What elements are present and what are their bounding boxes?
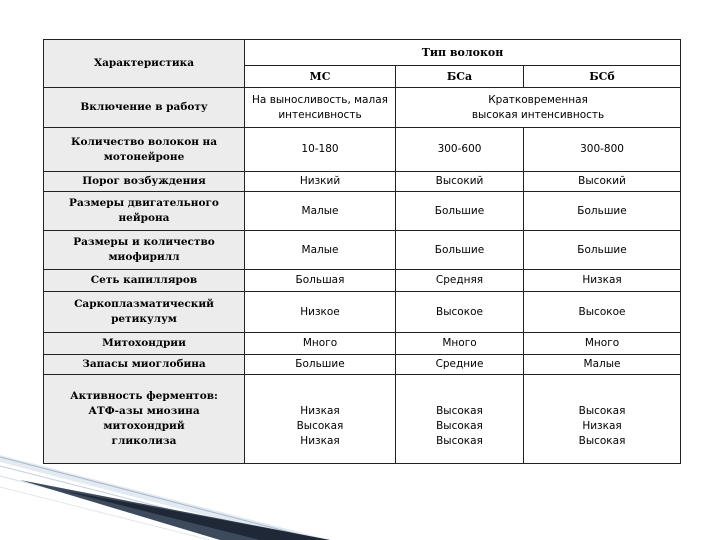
cell-neuron-size-ms: Малые — [245, 192, 396, 231]
table-row — [44, 172, 681, 192]
cell-mitochondria-ms: Много — [245, 333, 396, 355]
cell-capillaries-bsa: Средняя — [396, 270, 524, 292]
row-label-fiber-count: Количество волокон на мотонейроне — [44, 128, 245, 172]
cell-activation-ms: На выносливость, малая интенсивность — [245, 88, 396, 128]
cell-enzymes-bsa: Высокая Высокая Высокая — [396, 375, 524, 464]
cell-sarcoplasmic-bsa: Высокое — [396, 292, 524, 333]
table-row — [44, 231, 681, 270]
row-label-activation: Включение в работу — [44, 88, 245, 128]
cell-myofibrils-ms: Малые — [245, 231, 396, 270]
cell-neuron-size-bsb: Большие — [524, 192, 681, 231]
table-row — [44, 192, 681, 231]
cell-capillaries-bsb: Низкая — [524, 270, 681, 292]
cell-neuron-size-bsa: Большие — [396, 192, 524, 231]
cell-myofibrils-bsb: Большие — [524, 231, 681, 270]
cell-myoglobin-ms: Большие — [245, 355, 396, 375]
row-label-enzymes: Активность ферментов: АТФ-азы миозина митохондрий гликолиза — [44, 375, 245, 464]
fiber-type-header: Тип волокон — [245, 40, 681, 66]
cell-myofibrils-bsa: Большие — [396, 231, 524, 270]
cell-fiber-count-bsb: 300-800 — [524, 128, 681, 172]
cell-enzymes-ms: Низкая Высокая Низкая — [245, 375, 396, 464]
row-label-myofibrils: Размеры и количество миофирилл — [44, 231, 245, 270]
cell-threshold-ms: Низкий — [245, 172, 396, 192]
cell-sarcoplasmic-ms: Низкое — [245, 292, 396, 333]
cell-myoglobin-bsa: Средние — [396, 355, 524, 375]
row-label-sarcoplasmic: Саркоплазматический ретикулум — [44, 292, 245, 333]
table-row — [44, 88, 681, 128]
row-label-myoglobin: Запасы миоглобина — [44, 355, 245, 375]
cell-fiber-count-bsa: 300-600 — [396, 128, 524, 172]
cell-threshold-bsa: Высокий — [396, 172, 524, 192]
column-header-ms: МС — [245, 66, 396, 88]
table-row — [44, 333, 681, 355]
cell-enzymes-bsb: Высокая Низкая Высокая — [524, 375, 681, 464]
cell-sarcoplasmic-bsb: Высокое — [524, 292, 681, 333]
table-row — [44, 375, 681, 464]
row-label-threshold: Порог возбуждения — [44, 172, 245, 192]
table-row — [44, 128, 681, 172]
cell-fiber-count-ms: 10-180 — [245, 128, 396, 172]
characteristic-header: Характеристика — [44, 40, 245, 88]
cell-myoglobin-bsb: Малые — [524, 355, 681, 375]
cell-activation-bs: Кратковременная высокая интенсивность — [396, 88, 681, 128]
table-row — [44, 270, 681, 292]
fiber-types-table — [43, 39, 681, 464]
cell-mitochondria-bsb: Много — [524, 333, 681, 355]
row-label-capillaries: Сеть капилляров — [44, 270, 245, 292]
cell-threshold-bsb: Высокий — [524, 172, 681, 192]
column-header-bsb: БСб — [524, 66, 681, 88]
row-label-mitochondria: Митохондрии — [44, 333, 245, 355]
cell-mitochondria-bsa: Много — [396, 333, 524, 355]
table-row — [44, 292, 681, 333]
table-row — [44, 355, 681, 375]
row-label-neuron-size: Размеры двигательного нейрона — [44, 192, 245, 231]
cell-capillaries-ms: Большая — [245, 270, 396, 292]
column-header-bsa: БСа — [396, 66, 524, 88]
